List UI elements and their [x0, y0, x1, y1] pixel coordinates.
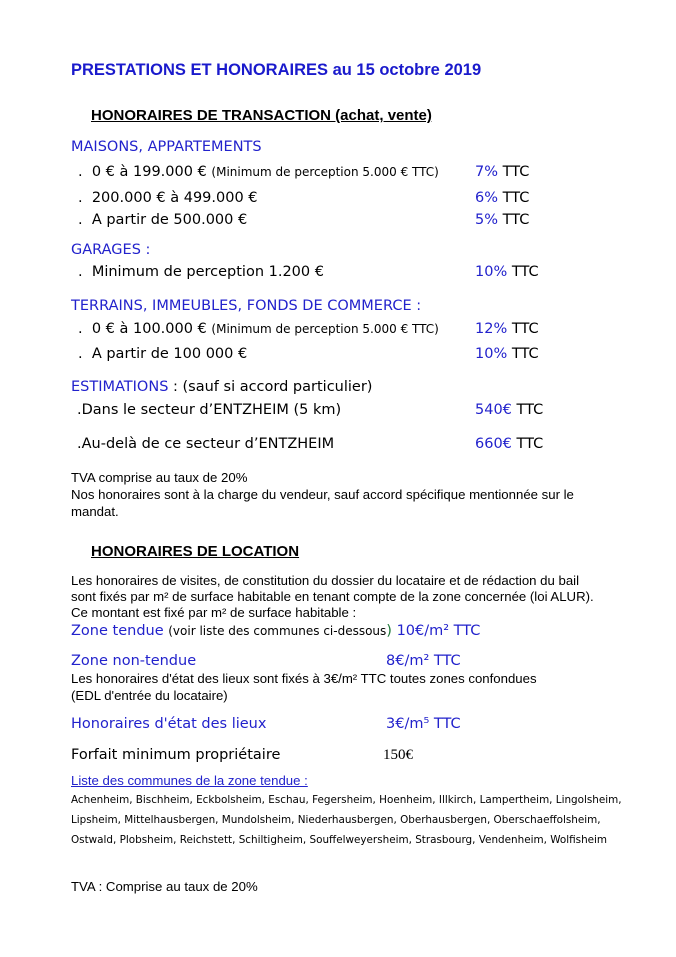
location-intro-line: Ce montant est fixé par m² de surface habitable :: [71, 605, 357, 620]
zone-non-tendue-label: Zone non-tendue: [71, 653, 197, 669]
category-maisons: MAISONS, APPARTEMENTS: [71, 139, 262, 155]
location-heading: HONORAIRES DE LOCATION: [91, 543, 300, 560]
category-terrains: TERRAINS, IMMEUBLES, FONDS DE COMMERCE :: [71, 298, 422, 314]
price-row: . 200.000 € à 499.000 €: [78, 190, 258, 206]
edl-price: 3€/m⁵ TTC: [386, 716, 461, 732]
estimation-row: .Au-delà de ce secteur d’ENTZHEIM: [77, 436, 335, 452]
forfait-label: Forfait minimum propriétaire: [71, 747, 281, 763]
location-intro-line: Les honoraires de visites, de constitution du dossier du locataire et de rédaction du bail: [71, 573, 580, 588]
price-rate: 12% TTC: [475, 321, 539, 337]
estimation-price: 540€ TTC: [475, 402, 544, 418]
price-row: . 0 € à 100.000 € (Minimum de perception 5.000 € TTC): [78, 321, 439, 337]
location-tva-note: TVA : Comprise au taux de 20%: [71, 879, 258, 894]
price-rate: 5% TTC: [475, 212, 530, 228]
communes-line: Achenheim, Bischheim, Eckbolsheim, Eschau, Fegersheim, Hoenheim, Illkirch, Lampertheim, Lingolsheim,: [71, 794, 622, 806]
edl-label: Honoraires d'état des lieux: [71, 716, 267, 732]
page-title: PRESTATIONS ET HONORAIRES au 15 octobre 2019: [71, 61, 482, 79]
communes-title: Liste des communes de la zone tendue :: [71, 773, 308, 788]
price-rate: 10% TTC: [475, 264, 539, 280]
transaction-heading: HONORAIRES DE TRANSACTION (achat, vente): [91, 107, 432, 124]
price-row: . Minimum de perception 1.200 €: [78, 264, 324, 280]
category-garages: GARAGES :: [71, 242, 151, 258]
location-intro-line: sont fixés par m² de surface habitable en tenant compte de la zone concernée (loi ALUR).: [71, 589, 594, 604]
edl-note-line: Les honoraires d'état des lieux sont fixés à 3€/m² TTC toutes zones confondues: [71, 671, 537, 686]
edl-note-line: (EDL d'entrée du locataire): [71, 688, 228, 703]
estimation-row: .Dans le secteur d’ENTZHEIM (5 km): [77, 402, 342, 418]
price-row: . 0 € à 199.000 € (Minimum de perception 5.000 € TTC): [78, 164, 439, 180]
price-rate: 7% TTC: [475, 164, 530, 180]
price-row: . A partir de 500.000 €: [78, 212, 248, 228]
zone-tendue-row: Zone tendue (voir liste des communes ci-dessous) 10€/m² TTC: [71, 623, 481, 639]
charge-note-line2: mandat.: [71, 504, 119, 519]
price-rate: 10% TTC: [475, 346, 539, 362]
communes-line: Lipsheim, Mittelhausbergen, Mundolsheim, Niederhausbergen, Oberhausbergen, Oberschaeffolsheim,: [71, 814, 601, 826]
tva-note: TVA comprise au taux de 20%: [71, 470, 248, 485]
charge-note-line1: Nos honoraires sont à la charge du vendeur, sauf accord spécifique mentionnée sur le: [71, 487, 574, 502]
communes-line: Ostwald, Plobsheim, Reichstett, Schiltigheim, Souffelweyersheim, Strasbourg, Vendenheim, Wolfisheim: [71, 834, 608, 846]
estimation-price: 660€ TTC: [475, 436, 544, 452]
forfait-price: 150€: [383, 747, 413, 763]
zone-non-tendue-price: 8€/m² TTC: [386, 653, 461, 669]
category-estimations: ESTIMATIONS : (sauf si accord particulier): [71, 379, 373, 395]
price-row: . A partir de 100 000 €: [78, 346, 248, 362]
price-rate: 6% TTC: [475, 190, 530, 206]
